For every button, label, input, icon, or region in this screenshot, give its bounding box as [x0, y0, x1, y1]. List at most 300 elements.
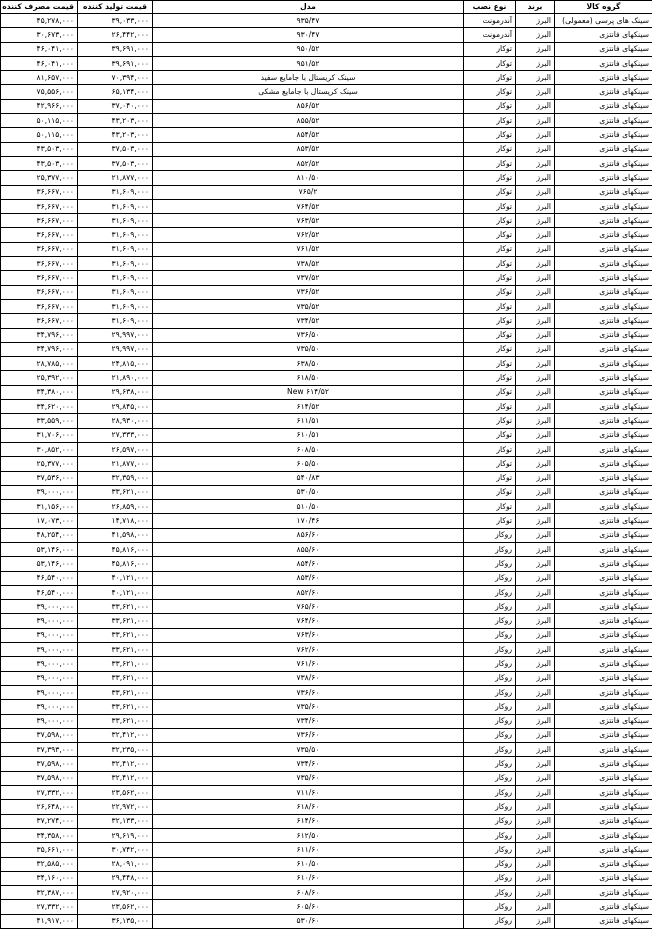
cell-model: ۷۳۵/۵۰: [153, 342, 464, 356]
cell-mount-type: توکار: [464, 299, 516, 313]
cell-brand: البرز: [516, 156, 555, 170]
cell-producer-price: ۳۳,۶۲۱,۰۰۰: [78, 714, 153, 728]
table-row: [1, 671, 652, 685]
cell-consumer-price: ۳۴,۷۹۶,۰۰۰: [1, 342, 78, 356]
cell-consumer-price: ۳۹,۰۰۰,۰۰۰: [1, 614, 78, 628]
cell-group: سینکهای فانتزی: [555, 400, 652, 414]
cell-model: ۶۱۸/۵۰: [153, 371, 464, 385]
cell-consumer-price: ۴۶,۵۴۰,۰۰۰: [1, 585, 78, 599]
table-row: [1, 156, 652, 170]
cell-consumer-price: ۳۴,۶۲۰,۰۰۰: [1, 400, 78, 414]
cell-producer-price: ۴۱,۵۹۸,۰۰۰: [78, 528, 153, 542]
table-row: [1, 657, 652, 671]
table-row: [1, 385, 652, 399]
table-row: [1, 786, 652, 800]
cell-group: سینکهای فانتزی: [555, 28, 652, 42]
cell-mount-type: روکار: [464, 914, 516, 928]
cell-model: ۱۷۰/۴۶: [153, 514, 464, 528]
cell-model: ۵۱۰/۵۰: [153, 500, 464, 514]
cell-brand: البرز: [516, 800, 555, 814]
cell-producer-price: ۴۵,۸۱۶,۰۰۰: [78, 557, 153, 571]
cell-group: سینکهای فانتزی: [555, 743, 652, 757]
table-row: [1, 771, 652, 785]
cell-brand: البرز: [516, 514, 555, 528]
cell-model: ۷۶۳/۶۰: [153, 628, 464, 642]
table-row: [1, 171, 652, 185]
cell-producer-price: ۳۹,۶۹۱,۰۰۰: [78, 56, 153, 70]
cell-model: ۷۶۵/۲: [153, 185, 464, 199]
table-row: [1, 485, 652, 499]
cell-group: سینکهای فانتزی: [555, 199, 652, 213]
table-row: [1, 800, 652, 814]
cell-mount-type: توکار: [464, 357, 516, 371]
cell-brand: البرز: [516, 900, 555, 914]
cell-model: ۶۰۵/۶۰: [153, 900, 464, 914]
table-row: [1, 228, 652, 242]
table-row: [1, 728, 652, 742]
cell-group: سینکهای فانتزی: [555, 886, 652, 900]
cell-group: سینکهای فانتزی: [555, 299, 652, 313]
cell-mount-type: توکار: [464, 485, 516, 499]
cell-consumer-price: ۳۴,۳۵۸,۰۰۰: [1, 828, 78, 842]
cell-producer-price: ۳۳,۶۲۱,۰۰۰: [78, 671, 153, 685]
cell-brand: البرز: [516, 185, 555, 199]
cell-model: ۷۶۴/۵۲: [153, 199, 464, 213]
cell-mount-type: روکار: [464, 628, 516, 642]
cell-producer-price: ۲۳,۵۶۲,۰۰۰: [78, 900, 153, 914]
table-row: [1, 371, 652, 385]
cell-mount-type: توکار: [464, 257, 516, 271]
cell-mount-type: روکار: [464, 542, 516, 556]
cell-model: ۷۳۵/۶۰: [153, 771, 464, 785]
cell-producer-price: ۲۸,۰۹۱,۰۰۰: [78, 857, 153, 871]
cell-producer-price: ۲۳,۵۶۲,۰۰۰: [78, 786, 153, 800]
table-row: [1, 257, 652, 271]
cell-producer-price: ۲۹,۸۴۵,۰۰۰: [78, 400, 153, 414]
cell-brand: البرز: [516, 614, 555, 628]
cell-model: ۷۶۱/۶۰: [153, 657, 464, 671]
cell-consumer-price: ۲۶,۶۴۸,۰۰۰: [1, 800, 78, 814]
cell-producer-price: ۳۱,۶۰۹,۰۰۰: [78, 185, 153, 199]
cell-producer-price: ۱۴,۷۱۸,۰۰۰: [78, 514, 153, 528]
cell-mount-type: روکار: [464, 728, 516, 742]
header-consumer-price: قیمت مصرف کننده: [1, 1, 78, 14]
cell-group: سینکهای فانتزی: [555, 457, 652, 471]
cell-mount-type: توکار: [464, 56, 516, 70]
cell-model: ۶۱۱/۵۱: [153, 414, 464, 428]
cell-producer-price: ۲۶,۴۴۲,۰۰۰: [78, 28, 153, 42]
cell-consumer-price: ۳۴,۱۶۰,۰۰۰: [1, 871, 78, 885]
cell-consumer-price: ۳۲,۵۸۵,۰۰۰: [1, 857, 78, 871]
cell-group: سینکهای فانتزی: [555, 42, 652, 56]
cell-brand: البرز: [516, 128, 555, 142]
cell-model: ۷۶۵/۶۰: [153, 600, 464, 614]
cell-producer-price: ۲۹,۴۴۸,۰۰۰: [78, 871, 153, 885]
table-row: [1, 185, 652, 199]
cell-consumer-price: ۳۹,۰۰۰,۰۰۰: [1, 628, 78, 642]
cell-brand: البرز: [516, 28, 555, 42]
cell-producer-price: ۳۱,۶۰۹,۰۰۰: [78, 199, 153, 213]
cell-group: سینکهای فانتزی: [555, 714, 652, 728]
cell-model: ۸۱۰/۵۰: [153, 171, 464, 185]
table-row: [1, 114, 652, 128]
header-group: گروه کالا: [555, 1, 652, 14]
cell-group: سینکهای فانتزی: [555, 600, 652, 614]
cell-producer-price: ۳۳,۶۲۱,۰۰۰: [78, 700, 153, 714]
cell-model: ۵۴۰/۸۳: [153, 471, 464, 485]
cell-mount-type: توکار: [464, 199, 516, 213]
cell-model: ۶۱۱/۶۰: [153, 843, 464, 857]
cell-brand: البرز: [516, 914, 555, 928]
cell-producer-price: ۲۲,۹۷۲,۰۰۰: [78, 800, 153, 814]
cell-consumer-price: ۳۴,۷۹۶,۰۰۰: [1, 328, 78, 342]
cell-consumer-price: ۲۸,۷۸۵,۰۰۰: [1, 357, 78, 371]
header-mount-type: نوع نصب: [464, 1, 516, 14]
cell-mount-type: روکار: [464, 643, 516, 657]
cell-consumer-price: ۲۷,۳۳۲,۰۰۰: [1, 786, 78, 800]
cell-mount-type: توکار: [464, 142, 516, 156]
cell-producer-price: ۲۷,۹۲۰,۰۰۰: [78, 886, 153, 900]
cell-mount-type: توکار: [464, 500, 516, 514]
cell-consumer-price: ۴۸,۲۵۴,۰۰۰: [1, 528, 78, 542]
cell-producer-price: ۴۳,۲۰۳,۰۰۰: [78, 114, 153, 128]
cell-mount-type: توکار: [464, 85, 516, 99]
cell-consumer-price: ۳۹,۰۰۰,۰۰۰: [1, 600, 78, 614]
table-row: [1, 56, 652, 70]
cell-mount-type: توکار: [464, 314, 516, 328]
cell-group: سینکهای فانتزی: [555, 843, 652, 857]
cell-brand: البرز: [516, 428, 555, 442]
cell-group: سینکهای فانتزی: [555, 628, 652, 642]
cell-model: ۸۵۲/۵۲: [153, 156, 464, 170]
table-row: [1, 685, 652, 699]
cell-group: سینکهای فانتزی: [555, 314, 652, 328]
cell-model: ۹۳۵/۴۷: [153, 14, 464, 28]
cell-group: سینکهای فانتزی: [555, 614, 652, 628]
cell-brand: البرز: [516, 600, 555, 614]
cell-brand: البرز: [516, 42, 555, 56]
cell-producer-price: ۳۲,۴۱۲,۰۰۰: [78, 771, 153, 785]
cell-consumer-price: ۳۶,۶۶۷,۰۰۰: [1, 257, 78, 271]
cell-mount-type: روکار: [464, 614, 516, 628]
cell-mount-type: توکار: [464, 171, 516, 185]
cell-consumer-price: ۵۳,۱۴۶,۰۰۰: [1, 542, 78, 556]
table-row: [1, 457, 652, 471]
cell-model: ۷۶۳/۵۲: [153, 214, 464, 228]
cell-model: ۸۵۲/۶۰: [153, 585, 464, 599]
cell-mount-type: توکار: [464, 114, 516, 128]
cell-producer-price: ۳۳,۶۲۱,۰۰۰: [78, 643, 153, 657]
cell-consumer-price: ۳۴,۳۸۰,۰۰۰: [1, 385, 78, 399]
cell-mount-type: روکار: [464, 886, 516, 900]
cell-mount-type: روکار: [464, 800, 516, 814]
cell-model: ۷۳۷/۵۲: [153, 271, 464, 285]
cell-mount-type: روکار: [464, 743, 516, 757]
cell-consumer-price: ۳۷,۲۷۴,۰۰۰: [1, 814, 78, 828]
cell-consumer-price: ۳۰,۶۷۳,۰۰۰: [1, 28, 78, 42]
cell-consumer-price: ۳۹,۰۰۰,۰۰۰: [1, 643, 78, 657]
cell-mount-type: توکار: [464, 342, 516, 356]
cell-group: سینکهای فانتزی: [555, 728, 652, 742]
cell-consumer-price: ۸۱,۶۵۷,۰۰۰: [1, 71, 78, 85]
cell-brand: البرز: [516, 657, 555, 671]
cell-producer-price: ۲۱,۸۹۰,۰۰۰: [78, 371, 153, 385]
cell-model: ۶۱۰/۵۰: [153, 857, 464, 871]
table-body: [1, 14, 652, 929]
cell-group: سینکهای فانتزی: [555, 585, 652, 599]
cell-mount-type: روکار: [464, 571, 516, 585]
cell-group: سینکهای فانتزی: [555, 485, 652, 499]
cell-group: سینکهای فانتزی: [555, 857, 652, 871]
cell-producer-price: ۳۲,۴۱۲,۰۰۰: [78, 757, 153, 771]
cell-mount-type: آندرمونت: [464, 28, 516, 42]
cell-mount-type: توکار: [464, 428, 516, 442]
cell-consumer-price: ۲۵,۳۷۷,۰۰۰: [1, 457, 78, 471]
cell-brand: البرز: [516, 685, 555, 699]
cell-brand: البرز: [516, 414, 555, 428]
cell-producer-price: ۴۰,۱۲۱,۰۰۰: [78, 585, 153, 599]
cell-mount-type: توکار: [464, 457, 516, 471]
cell-group: سینکهای فانتزی: [555, 214, 652, 228]
cell-consumer-price: ۳۶,۶۶۷,۰۰۰: [1, 242, 78, 256]
cell-group: سینکهای فانتزی: [555, 228, 652, 242]
cell-producer-price: ۲۶,۸۵۹,۰۰۰: [78, 500, 153, 514]
cell-mount-type: روکار: [464, 700, 516, 714]
cell-model: سینک کریستال با جامایع مشکی: [153, 85, 464, 99]
cell-consumer-price: ۴۲,۹۶۶,۰۰۰: [1, 99, 78, 113]
cell-group: سینکهای فانتزی: [555, 671, 652, 685]
cell-producer-price: ۳۹,۶۹۱,۰۰۰: [78, 42, 153, 56]
cell-group: سینکهای فانتزی: [555, 685, 652, 699]
table-row: [1, 528, 652, 542]
cell-consumer-price: ۲۵,۳۹۲,۰۰۰: [1, 371, 78, 385]
table-row: [1, 700, 652, 714]
cell-consumer-price: ۴۳,۵۰۳,۰۰۰: [1, 142, 78, 156]
cell-group: سینکهای فانتزی: [555, 257, 652, 271]
cell-model: ۷۳۴/۶۰: [153, 714, 464, 728]
cell-model: سینک کریستال با جامایع سفید: [153, 71, 464, 85]
cell-group: سینکهای فانتزی: [555, 557, 652, 571]
cell-brand: البرز: [516, 643, 555, 657]
cell-group: سینکهای فانتزی: [555, 328, 652, 342]
table-row: [1, 142, 652, 156]
cell-brand: البرز: [516, 528, 555, 542]
cell-group: سینکهای فانتزی: [555, 757, 652, 771]
cell-group: سینکهای فانتزی: [555, 142, 652, 156]
cell-model: ۶۱۴/۵۲ New: [153, 385, 464, 399]
table-row: [1, 628, 652, 642]
cell-producer-price: ۲۶,۵۹۷,۰۰۰: [78, 442, 153, 456]
table-row: [1, 357, 652, 371]
cell-model: ۶۱۰/۶۰: [153, 871, 464, 885]
cell-model: ۹۳۰/۴۷: [153, 28, 464, 42]
cell-mount-type: روکار: [464, 585, 516, 599]
cell-group: سینکهای فانتزی: [555, 128, 652, 142]
cell-model: ۶۱۸/۶۰: [153, 800, 464, 814]
cell-producer-price: ۳۳,۶۲۱,۰۰۰: [78, 685, 153, 699]
cell-model: ۷۳۵/۶۰: [153, 700, 464, 714]
cell-model: ۷۶۲/۶۰: [153, 643, 464, 657]
cell-consumer-price: ۳۹,۰۰۰,۰۰۰: [1, 685, 78, 699]
cell-mount-type: روکار: [464, 871, 516, 885]
cell-brand: البرز: [516, 400, 555, 414]
cell-model: ۷۳۵/۵۲: [153, 299, 464, 313]
cell-mount-type: توکار: [464, 328, 516, 342]
cell-brand: البرز: [516, 771, 555, 785]
cell-mount-type: توکار: [464, 371, 516, 385]
cell-consumer-price: ۳۹,۰۰۰,۰۰۰: [1, 485, 78, 499]
cell-model: ۸۵۳/۵۲: [153, 142, 464, 156]
cell-producer-price: ۲۹,۶۱۹,۰۰۰: [78, 828, 153, 842]
cell-mount-type: توکار: [464, 385, 516, 399]
cell-consumer-price: ۳۹,۰۰۰,۰۰۰: [1, 671, 78, 685]
table-row: [1, 557, 652, 571]
cell-mount-type: توکار: [464, 471, 516, 485]
cell-producer-price: ۴۳,۲۰۳,۰۰۰: [78, 128, 153, 142]
cell-producer-price: ۳۱,۶۰۹,۰۰۰: [78, 257, 153, 271]
cell-brand: البرز: [516, 114, 555, 128]
cell-producer-price: ۲۱,۸۷۷,۰۰۰: [78, 171, 153, 185]
cell-producer-price: ۳۱,۶۰۹,۰۰۰: [78, 299, 153, 313]
cell-producer-price: ۴۰,۱۲۱,۰۰۰: [78, 571, 153, 585]
table-row: [1, 442, 652, 456]
cell-brand: البرز: [516, 743, 555, 757]
cell-consumer-price: ۵۳,۱۴۶,۰۰۰: [1, 557, 78, 571]
table-row: [1, 828, 652, 842]
cell-model: ۷۳۸/۶۰: [153, 671, 464, 685]
cell-brand: البرز: [516, 442, 555, 456]
cell-group: سینکهای فانتزی: [555, 385, 652, 399]
cell-mount-type: توکار: [464, 128, 516, 142]
cell-mount-type: آندرمونت: [464, 14, 516, 28]
table-row: [1, 285, 652, 299]
cell-model: ۸۵۵/۶۰: [153, 542, 464, 556]
cell-model: ۸۵۴/۶۰: [153, 557, 464, 571]
cell-brand: البرز: [516, 199, 555, 213]
table-row: [1, 271, 652, 285]
cell-mount-type: توکار: [464, 414, 516, 428]
cell-mount-type: روکار: [464, 771, 516, 785]
table-row: [1, 99, 652, 113]
cell-group: سینکهای فانتزی: [555, 471, 652, 485]
cell-mount-type: توکار: [464, 71, 516, 85]
cell-brand: البرز: [516, 700, 555, 714]
header-brand: برند: [516, 1, 555, 14]
cell-producer-price: ۳۱,۶۰۹,۰۰۰: [78, 314, 153, 328]
table-row: [1, 900, 652, 914]
table-row: [1, 328, 652, 342]
cell-producer-price: ۴۵,۸۱۶,۰۰۰: [78, 542, 153, 556]
cell-consumer-price: ۴۳,۵۰۳,۰۰۰: [1, 156, 78, 170]
cell-producer-price: ۳۱,۶۰۹,۰۰۰: [78, 214, 153, 228]
cell-group: سینکهای فانتزی: [555, 914, 652, 928]
cell-mount-type: توکار: [464, 442, 516, 456]
cell-consumer-price: ۳۱,۱۵۶,۰۰۰: [1, 500, 78, 514]
cell-producer-price: ۳۳,۶۲۱,۰۰۰: [78, 657, 153, 671]
cell-producer-price: ۳۷,۵۰۳,۰۰۰: [78, 156, 153, 170]
cell-producer-price: ۷۰,۳۹۴,۰۰۰: [78, 71, 153, 85]
cell-group: سینکهای فانتزی: [555, 871, 652, 885]
cell-group: سینکهای فانتزی: [555, 428, 652, 442]
table-row: [1, 643, 652, 657]
cell-group: سینکهای فانتزی: [555, 442, 652, 456]
cell-producer-price: ۳۷,۵۰۳,۰۰۰: [78, 142, 153, 156]
cell-producer-price: ۳۲,۲۳۵,۰۰۰: [78, 743, 153, 757]
cell-consumer-price: ۳۰,۸۵۲,۰۰۰: [1, 442, 78, 456]
cell-model: ۷۳۵/۵۰: [153, 743, 464, 757]
cell-consumer-price: ۲۵,۳۷۷,۰۰۰: [1, 171, 78, 185]
table-row: [1, 542, 652, 556]
cell-brand: البرز: [516, 542, 555, 556]
cell-producer-price: ۳۶,۱۳۵,۰۰۰: [78, 914, 153, 928]
cell-group: سینکهای فانتزی: [555, 371, 652, 385]
cell-brand: البرز: [516, 471, 555, 485]
cell-group: سینکهای فانتزی: [555, 800, 652, 814]
table-row: [1, 199, 652, 213]
cell-model: ۷۱۱/۶۰: [153, 786, 464, 800]
header-producer-price: قیمت تولید کننده: [78, 1, 153, 14]
table-row: [1, 400, 652, 414]
cell-producer-price: ۲۹,۹۹۷,۰۰۰: [78, 342, 153, 356]
table-row: [1, 714, 652, 728]
table-row: [1, 214, 652, 228]
table-row: [1, 242, 652, 256]
cell-consumer-price: ۴۶,۰۴۱,۰۰۰: [1, 42, 78, 56]
cell-brand: البرز: [516, 571, 555, 585]
cell-producer-price: ۲۱,۸۷۷,۰۰۰: [78, 457, 153, 471]
cell-model: ۷۳۸/۵۲: [153, 257, 464, 271]
cell-model: ۸۵۴/۵۲: [153, 128, 464, 142]
cell-mount-type: توکار: [464, 99, 516, 113]
cell-consumer-price: ۲۷,۳۳۲,۰۰۰: [1, 900, 78, 914]
cell-model: ۹۵۰/۵۲: [153, 42, 464, 56]
cell-producer-price: ۳۲,۳۵۹,۰۰۰: [78, 471, 153, 485]
cell-group: سینکهای فانتزی: [555, 56, 652, 70]
cell-model: ۷۳۶/۶۰: [153, 685, 464, 699]
cell-brand: البرز: [516, 228, 555, 242]
cell-model: ۹۵۱/۵۲: [153, 56, 464, 70]
cell-group: سینکهای فانتزی: [555, 414, 652, 428]
cell-consumer-price: ۳۲,۳۸۷,۰۰۰: [1, 886, 78, 900]
table-row: [1, 314, 652, 328]
cell-brand: البرز: [516, 56, 555, 70]
table-row: [1, 42, 652, 56]
cell-model: ۶۱۲/۵۰: [153, 828, 464, 842]
cell-brand: البرز: [516, 557, 555, 571]
cell-group: سینکهای فانتزی: [555, 528, 652, 542]
cell-producer-price: ۳۰,۷۴۲,۰۰۰: [78, 843, 153, 857]
cell-mount-type: توکار: [464, 228, 516, 242]
cell-model: ۷۳۶/۵۰: [153, 328, 464, 342]
cell-brand: البرز: [516, 671, 555, 685]
cell-producer-price: ۲۹,۶۳۸,۰۰۰: [78, 385, 153, 399]
cell-group: سینکهای فانتزی: [555, 342, 652, 356]
cell-consumer-price: ۵۰,۱۱۵,۰۰۰: [1, 114, 78, 128]
cell-consumer-price: ۳۹,۰۰۰,۰۰۰: [1, 700, 78, 714]
cell-producer-price: ۲۹,۹۹۷,۰۰۰: [78, 328, 153, 342]
cell-brand: البرز: [516, 14, 555, 28]
cell-producer-price: ۳۲,۴۱۲,۰۰۰: [78, 728, 153, 742]
cell-mount-type: توکار: [464, 271, 516, 285]
cell-mount-type: توکار: [464, 285, 516, 299]
cell-model: ۷۶۱/۵۲: [153, 242, 464, 256]
cell-mount-type: توکار: [464, 514, 516, 528]
cell-brand: البرز: [516, 242, 555, 256]
cell-brand: البرز: [516, 728, 555, 742]
cell-brand: البرز: [516, 371, 555, 385]
cell-consumer-price: ۳۷,۵۹۸,۰۰۰: [1, 757, 78, 771]
cell-consumer-price: ۳۹,۰۰۰,۰۰۰: [1, 657, 78, 671]
